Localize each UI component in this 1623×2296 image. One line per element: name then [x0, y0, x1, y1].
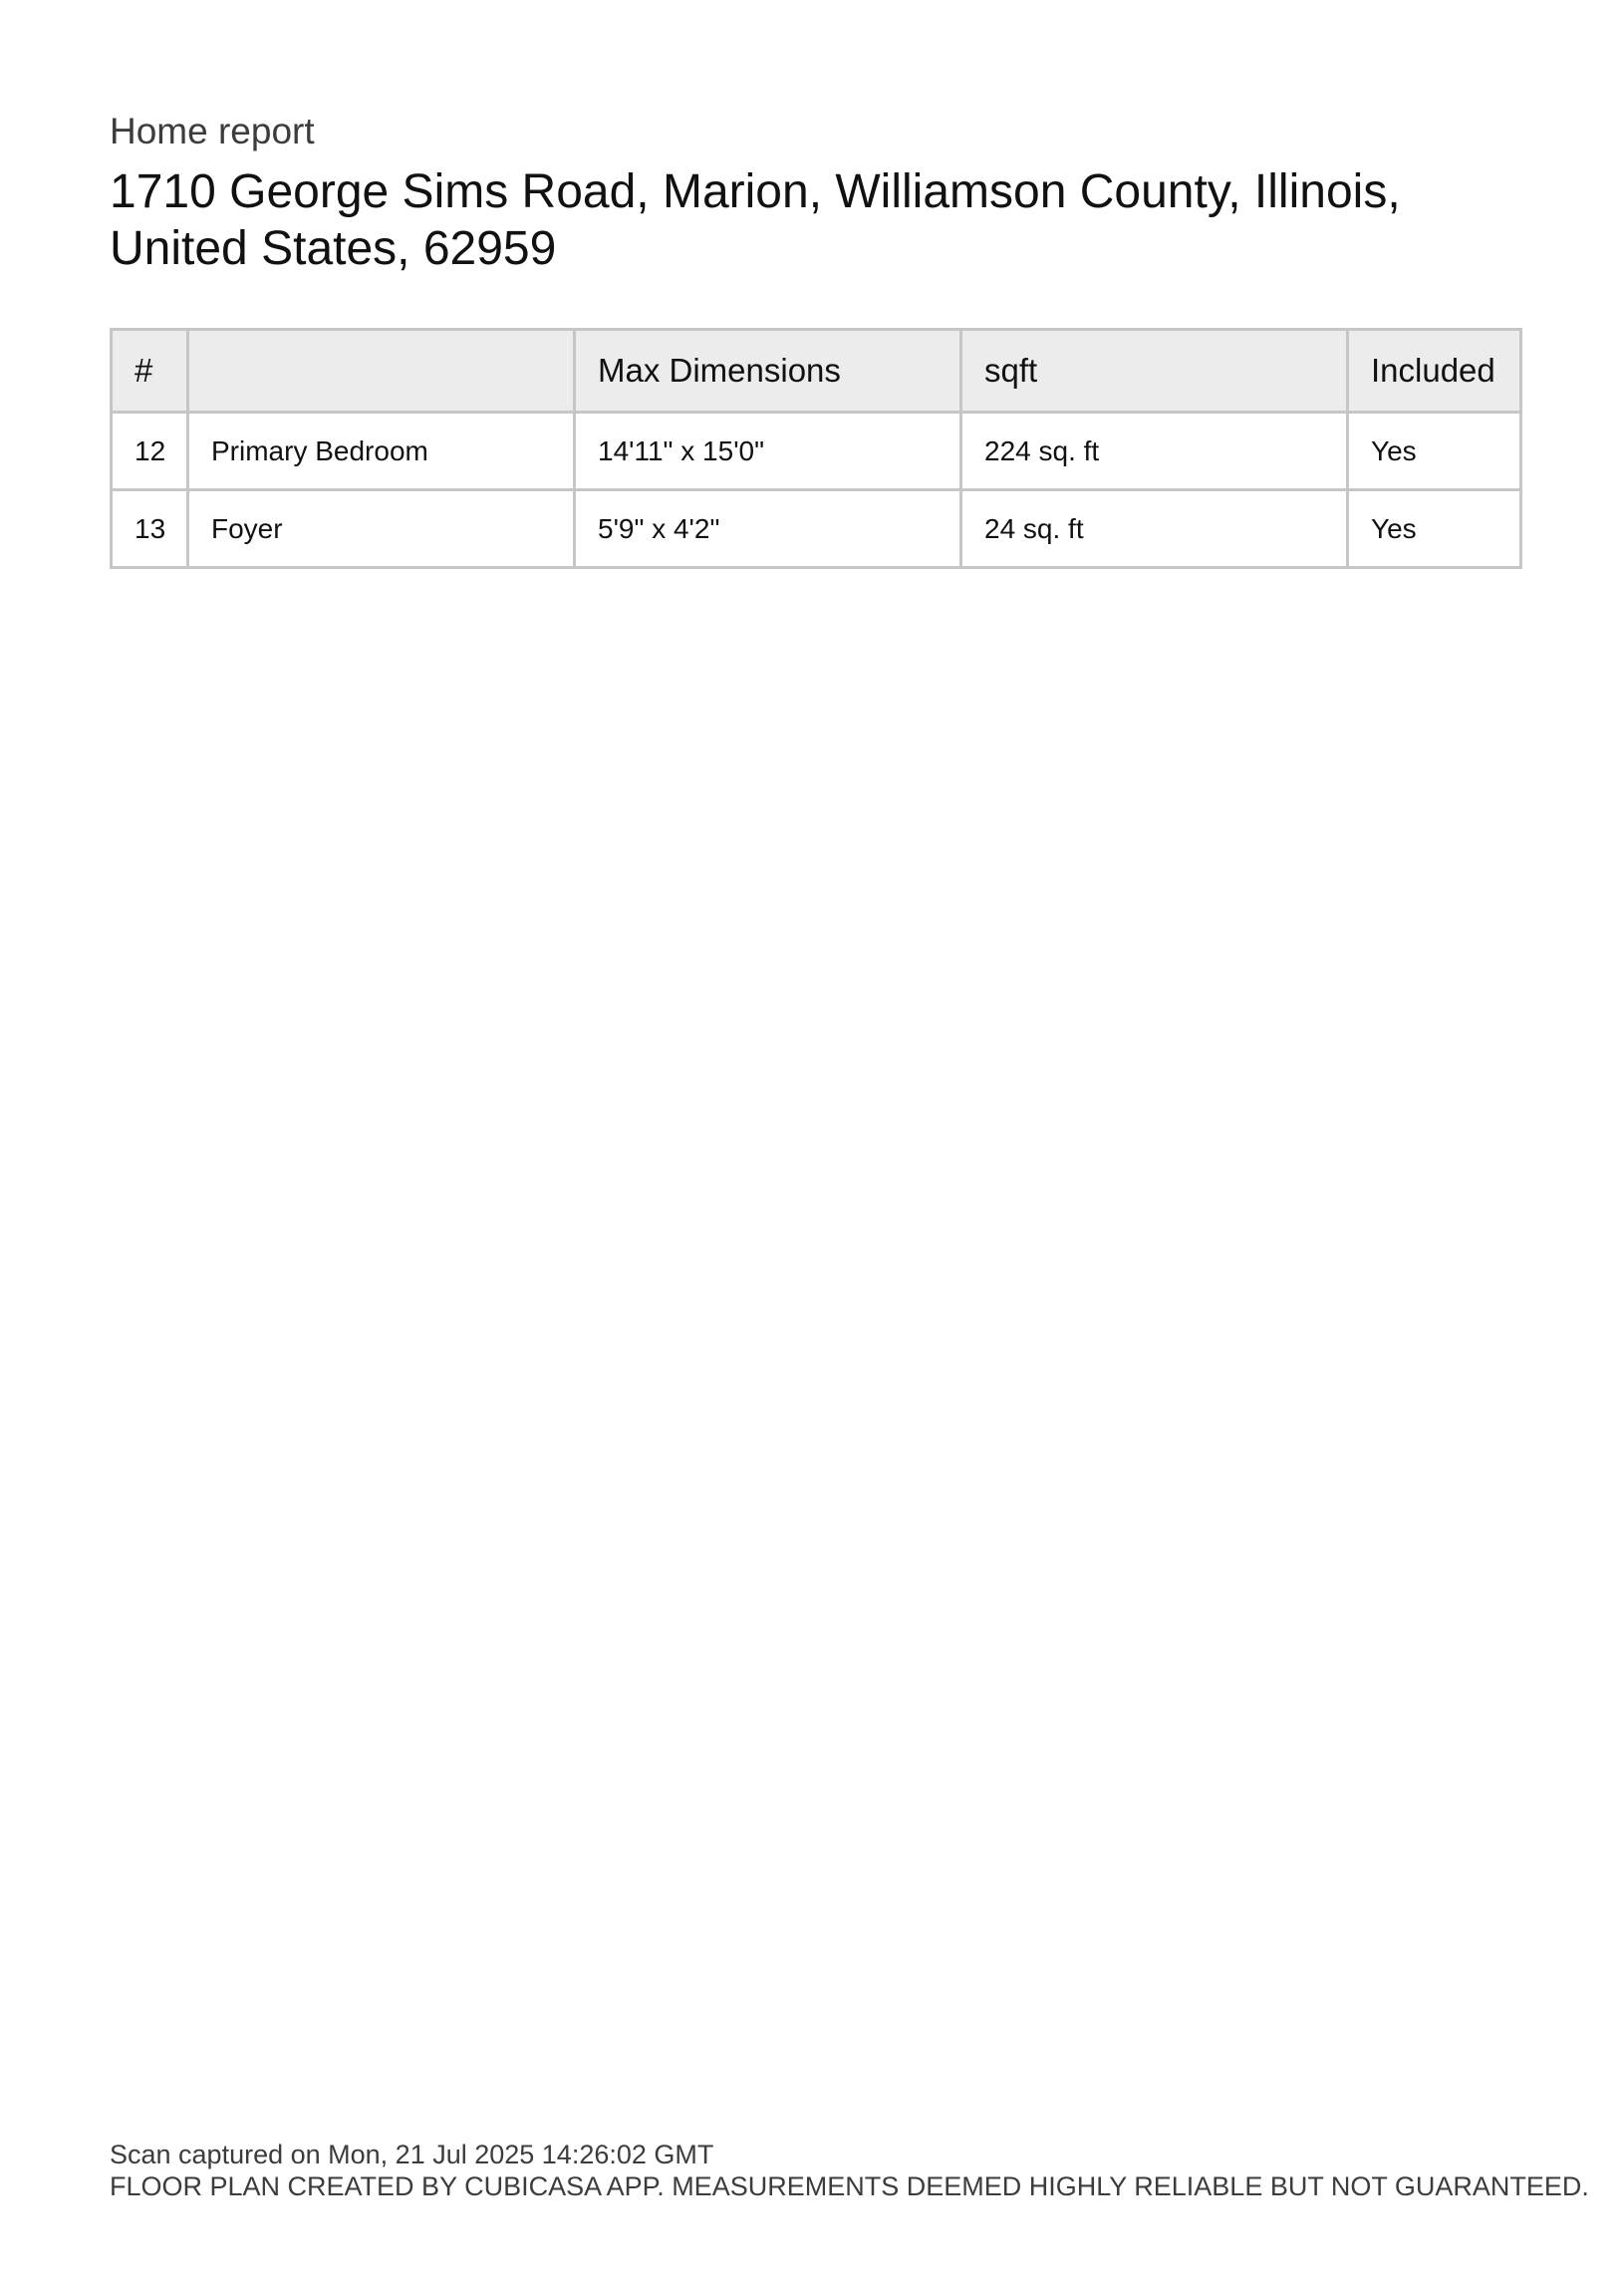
room-included: Yes: [1348, 413, 1521, 490]
rooms-table: [110, 328, 1522, 569]
room-sqft: 224 sq. ft: [961, 413, 1348, 490]
header-max-dimensions: Max Dimensions: [575, 330, 961, 413]
table-header-row: [112, 330, 1521, 413]
report-subtitle: Home report: [110, 111, 315, 151]
header-sqft: sqft: [961, 330, 1348, 413]
room-name: Foyer: [188, 490, 575, 568]
table-row: [112, 490, 1521, 568]
header-room-name: [188, 330, 575, 413]
room-dimensions: 14'11" x 15'0": [575, 413, 961, 490]
table-row: [112, 413, 1521, 490]
room-sqft: 24 sq. ft: [961, 490, 1348, 568]
room-number: 13: [112, 490, 188, 568]
header-number: #: [112, 330, 188, 413]
room-included: Yes: [1348, 490, 1521, 568]
room-number: 12: [112, 413, 188, 490]
report-footer: [110, 2139, 1589, 2202]
room-name: Primary Bedroom: [188, 413, 575, 490]
report-page: [110, 0, 1589, 2296]
scan-captured-text: Scan captured on Mon, 21 Jul 2025 14:26:02 GMT: [110, 2140, 714, 2169]
property-address-title: 1710 George Sims Road, Marion, Williamson County, Illinois, United States, 62959: [110, 165, 1401, 275]
disclaimer-text: FLOOR PLAN CREATED BY CUBICASA APP. MEASUREMENTS DEEMED HIGHLY RELIABLE BUT NOT GUARANTEED.: [110, 2171, 1589, 2201]
header-included: Included: [1348, 330, 1521, 413]
room-dimensions: 5'9" x 4'2": [575, 490, 961, 568]
